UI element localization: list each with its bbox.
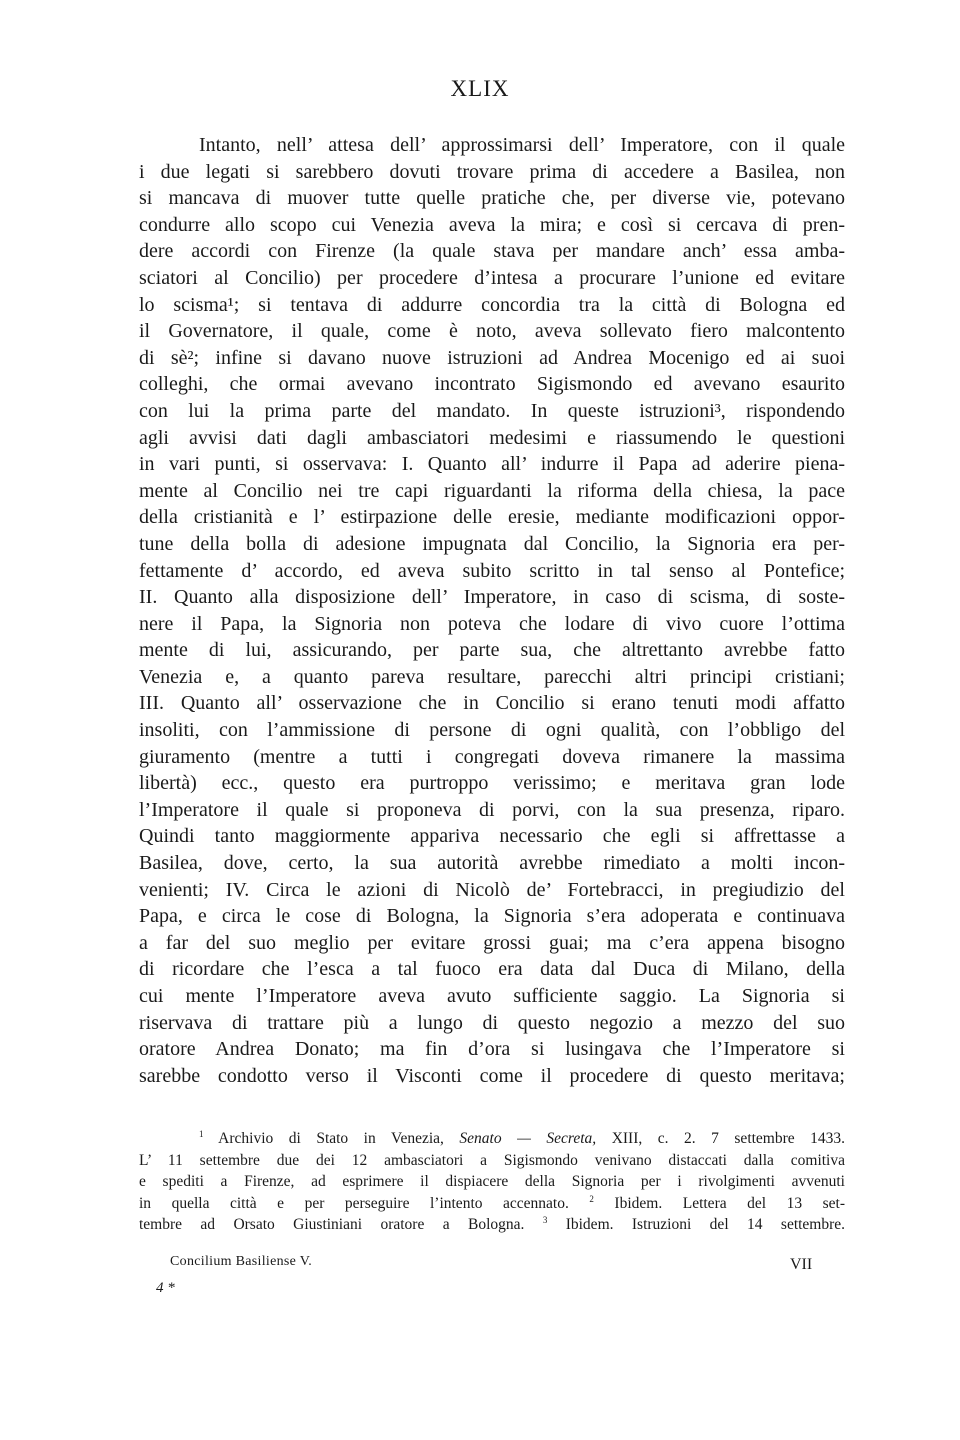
text-line: nere il Papa, la Signoria non poteva che lodare di vivo cuore l’ottima bbox=[139, 612, 845, 635]
text-line: mente di lui, assicurando, per parte sua, che altrettanto avrebbe fatto bbox=[139, 639, 845, 662]
text-line: sciatori al Concilio) per procedere d’intesa a procurare l’unione ed evitare bbox=[139, 266, 845, 289]
text-line: libertà) ecc., questo era purtroppo verissimo; e meritava gran lode bbox=[139, 772, 845, 795]
footnote-text: in quella città e per perseguire l’intento accennato. bbox=[139, 1194, 569, 1212]
footnote-marker: 2 bbox=[589, 1193, 594, 1204]
text-line: a far del suo meglio per evitare grossi guai; ma c’era appena bisogno bbox=[139, 931, 845, 954]
text-line: mente al Concilio nei tre capi riguardanti la riforma della chiesa, la pace bbox=[139, 479, 845, 502]
text-line: cui mente l’Imperatore aveva avuto sufficiente saggio. La Signoria si bbox=[139, 985, 845, 1007]
sheet-number: VII bbox=[790, 1256, 813, 1273]
footnote-archive: Archivio di Stato in Venezia, bbox=[218, 1130, 444, 1147]
text-line: Quindi tanto maggiormente appariva necessario che egli si affrettasse a bbox=[139, 825, 845, 848]
text-line: in vari punti, si osservava: I. Quanto all’ indurre il Papa ad aderire piena- bbox=[139, 453, 845, 476]
footnotes bbox=[139, 1128, 845, 1236]
footnote-text: Ibidem. Istruzioni del 14 settembre. bbox=[565, 1216, 846, 1233]
text-line: condurre allo scopo cui Venezia aveva la mira; e così si cercava di pren- bbox=[139, 213, 845, 236]
text-line: il Governatore, il quale, come è noto, aveva sollevato fiero malcontento bbox=[139, 320, 845, 343]
text-line: Papa, e circa le cose di Bologna, la Signoria s’era adoperata e continuava bbox=[139, 905, 845, 928]
text-line: lo scisma¹; si tentava di addurre concordia tra la città di Bologna ed bbox=[139, 293, 845, 316]
footnote-marker: 3 bbox=[542, 1215, 548, 1225]
text-line: l’Imperatore il quale si proponeva di porvi, con la sua presenza, riparo. bbox=[139, 798, 845, 821]
text-line: colleghi, che ormai avevano incontrato Sigismondo ed avevano esaurito bbox=[139, 373, 845, 396]
text-line: riservava di trattare più a lungo di questo negozio a mezzo del suo bbox=[139, 1011, 845, 1034]
printer-signature: Concilium Basiliense V. bbox=[170, 1254, 313, 1269]
footnote-series: Senato — Secreta, bbox=[459, 1130, 597, 1147]
text-line: oratore Andrea Donato; ma fin d’ora si lusingava che l’Imperatore si bbox=[139, 1038, 845, 1061]
text-line: si mancava di muover tutte quelle pratiche che, per diverse vie, potevano bbox=[139, 187, 845, 210]
text-line: di ricordare che l’esca a tal fuoco era data dal Duca di Milano, della bbox=[139, 958, 845, 981]
body-text bbox=[139, 132, 845, 1089]
text-line: tune della bolla di adesione impugnata dal Concilio, la Signoria era per- bbox=[139, 532, 845, 555]
footnote-line: L’ 11 settembre due dei 12 ambasciatori a Sigismondo venivano distaccati dalla comitiva bbox=[139, 1151, 845, 1169]
text-line: giuramento (mentre a tutti i congregati doveva rimanere la massima bbox=[139, 745, 845, 768]
text-line: venienti; IV. Circa le azioni di Nicolò de’ Fortebracci, in pregiudizio del bbox=[139, 878, 845, 901]
footnote-line bbox=[139, 1214, 845, 1236]
footnote-line bbox=[139, 1193, 845, 1215]
footnote-text: tembre ad Orsato Giustiniani oratore a Bologna. bbox=[139, 1216, 525, 1233]
text-line: di sè²; infine si davano nuove istruzioni ad Andrea Mocenigo ed ai suoi bbox=[139, 346, 845, 369]
text-line: II. Quanto alla disposizione dell’ Imperatore, in caso di scisma, di soste- bbox=[139, 586, 845, 609]
footnote-line: e spediti a Firenze, ad esprimere il dispiacere della Signoria per i rivolgimenti avvenuti bbox=[139, 1173, 845, 1190]
text-line: Intanto, nell’ attesa dell’ approssimarsi dell’ Imperatore, con il quale bbox=[199, 134, 845, 156]
page-number: XLIX bbox=[450, 76, 510, 101]
text-line: della cristianità e l’ estirpazione delle eresie, mediante modificazioni oppor- bbox=[139, 506, 845, 529]
text-line: dere accordi con Firenze (la quale stava per mandare anch’ essa amba- bbox=[139, 240, 845, 263]
text-line: Venezia e, a quanto pareva resultare, parecchi altri principi cristiani; bbox=[139, 665, 845, 688]
text-line: fettamente d’ accordo, ed aveva subito scritto in tal senso al Pontefice; bbox=[139, 559, 845, 582]
text-line: Basilea, dove, certo, la sua autorità avrebbe rimediato a molti incon- bbox=[139, 852, 845, 875]
handwritten-mark: 4 * bbox=[156, 1280, 175, 1296]
text-line: con lui la prima parte del mandato. In queste istruzioni³, rispondendo bbox=[139, 399, 845, 422]
text-line: agli avvisi dati dagli ambasciatori medesimi e riassumendo le questioni bbox=[139, 426, 845, 449]
footnote-line bbox=[139, 1128, 845, 1150]
text-line: III. Quanto all’ osservazione che in Concilio si erano tenuti modi affatto bbox=[139, 692, 845, 715]
footnote-reference: XIII, c. 2. 7 settembre 1433. bbox=[611, 1130, 846, 1147]
text-line: insoliti, con l’ammissione di persone di ogni qualità, con l’obbligo del bbox=[139, 719, 845, 742]
text-line: sarebbe condotto verso il Visconti come il procedere di questo meritava; bbox=[139, 1064, 845, 1087]
footnote-marker: 1 bbox=[199, 1129, 204, 1139]
text-line: i due legati si sarebbero dovuti trovare prima di accedere a Basilea, non bbox=[139, 160, 845, 183]
footnote-text: Ibidem. Lettera del 13 set- bbox=[614, 1194, 845, 1212]
